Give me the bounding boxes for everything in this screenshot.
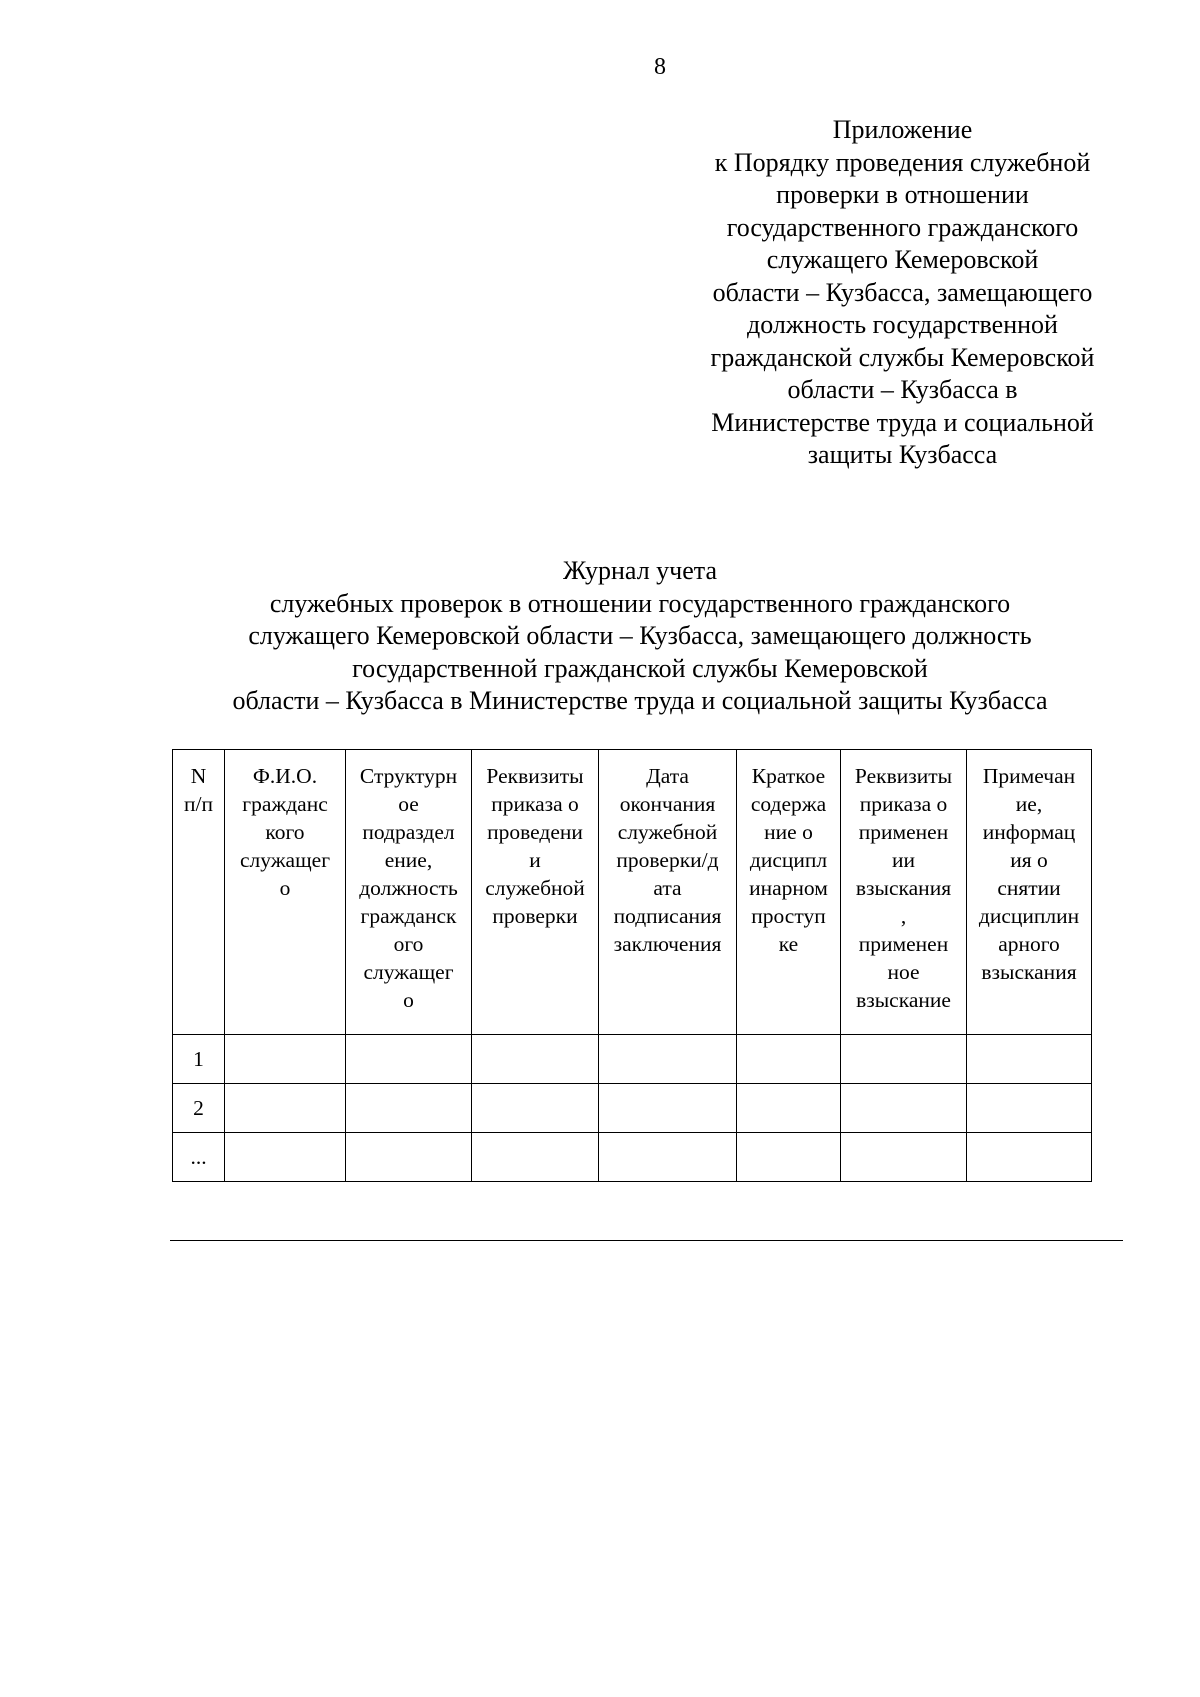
column-header-line: п/п	[184, 792, 213, 816]
column-header-line: гражданс	[242, 792, 328, 816]
table-cell	[737, 1133, 841, 1182]
table-cell	[346, 1133, 472, 1182]
table-cell	[967, 1133, 1092, 1182]
column-header-line: проверки/д	[616, 848, 719, 872]
journal-title-line: служебных проверок в отношении государственного гражданского	[269, 588, 1011, 618]
column-header-line: ата	[653, 876, 682, 900]
appendix-line: должность государственной	[747, 310, 1058, 339]
column-header-line: ого	[393, 932, 424, 956]
column-header-line: Реквизиты	[854, 764, 953, 788]
appendix-line: Министерстве труда и социальной	[711, 407, 1094, 437]
column-header-line: ение,	[384, 848, 433, 872]
table-cell	[599, 1035, 737, 1084]
column-header-line: инарном	[749, 876, 828, 900]
horizontal-divider	[170, 1240, 1123, 1241]
column-header	[225, 750, 346, 1035]
column-header	[841, 750, 967, 1035]
column-header-line: снятии	[997, 876, 1061, 900]
appendix-line: Приложение	[832, 115, 973, 144]
column-header-line: ое	[398, 792, 419, 816]
table-cell	[346, 1035, 472, 1084]
column-header-line: взыскания	[981, 960, 1077, 984]
table-cell	[346, 1084, 472, 1133]
column-header-line: Дата	[646, 764, 689, 788]
journal-title-line: Журнал учета	[562, 556, 718, 585]
column-header-line: ке	[778, 932, 799, 956]
column-header-line: ,	[900, 904, 907, 928]
column-header-line: взыскания	[855, 876, 952, 900]
column-header-line: служебной	[617, 820, 718, 844]
table-cell	[225, 1035, 346, 1084]
journal-title-line: служащего Кемеровской области – Кузбасса, замещающего должность	[248, 621, 1032, 650]
column-header-line: приказа о	[859, 792, 948, 816]
column-header-line: проверки	[492, 904, 578, 928]
table-row	[173, 1084, 1092, 1133]
column-header-line: приказа о	[491, 792, 579, 816]
column-header-line: арного	[998, 932, 1060, 956]
row-number-cell: 2	[173, 1084, 225, 1133]
column-header-line: служебной	[485, 876, 585, 900]
column-header-line: гражданск	[360, 904, 457, 928]
column-header-line: ное	[887, 960, 920, 984]
table-cell	[737, 1084, 841, 1133]
column-header-line: окончания	[619, 792, 716, 816]
table-cell	[472, 1133, 599, 1182]
column-header-line: Примечан	[982, 764, 1076, 788]
column-header-line: проступ	[751, 904, 826, 928]
header-row	[173, 750, 1092, 1035]
row-number-cell: ...	[173, 1133, 225, 1182]
table-cell	[225, 1133, 346, 1182]
column-header-line: кого	[265, 820, 305, 844]
column-header	[599, 750, 737, 1035]
column-header-line: N	[190, 764, 207, 788]
column-header-line: заключения	[613, 932, 722, 956]
table-cell	[737, 1035, 841, 1084]
appendix-line: проверки в отношении	[776, 180, 1029, 209]
table-cell	[841, 1084, 967, 1133]
appendix-header	[680, 114, 1125, 472]
column-header-line: о	[279, 876, 291, 900]
appendix-line: защиты Кузбасса	[807, 440, 998, 469]
column-header-line: служащег	[239, 848, 331, 872]
column-header-line: ние о	[764, 820, 813, 844]
page-number-text: 8	[654, 54, 666, 80]
journal-table	[172, 749, 1092, 1182]
journal-title-line: области – Кузбасса в Министерстве труда и социальной защиты Кузбасса	[232, 686, 1048, 715]
table-cell	[841, 1035, 967, 1084]
column-header-line: применен	[858, 820, 949, 844]
table-cell	[967, 1035, 1092, 1084]
appendix-line: области – Кузбасса, замещающего	[712, 277, 1093, 307]
appendix-line: служащего Кемеровской	[766, 245, 1039, 274]
column-header	[173, 750, 225, 1035]
column-header-line: применен	[858, 932, 949, 956]
column-header-line: подписания	[613, 904, 722, 928]
column-header-line: информац	[982, 820, 1076, 844]
column-header-line: ия о	[1010, 848, 1048, 872]
table-cell	[599, 1133, 737, 1182]
journal-title-line: государственной гражданской службы Кемеровской	[352, 653, 928, 683]
appendix-line: государственного гражданского	[726, 212, 1079, 242]
column-header-line: проведени	[487, 820, 583, 844]
column-header	[346, 750, 472, 1035]
column-header-line: о	[403, 988, 414, 1012]
column-header-line: ие,	[1015, 792, 1043, 816]
column-header-line: Реквизиты	[486, 764, 584, 788]
column-header-line: должность	[359, 876, 458, 900]
table-cell	[225, 1084, 346, 1133]
table-cell	[472, 1035, 599, 1084]
column-header	[472, 750, 599, 1035]
column-header-line: служащег	[363, 960, 454, 984]
column-header-line: и	[529, 848, 541, 872]
appendix-line: области – Кузбасса в	[787, 375, 1018, 404]
row-number-cell: 1	[173, 1035, 225, 1084]
column-header	[967, 750, 1092, 1035]
table-cell	[967, 1084, 1092, 1133]
table-row	[173, 1133, 1092, 1182]
table-cell	[841, 1133, 967, 1182]
column-header-line: содержа	[750, 792, 827, 816]
column-header-line: дисциплин	[978, 904, 1080, 928]
column-header-line: подраздел	[362, 820, 455, 844]
table-row	[173, 1035, 1092, 1084]
column-header-line: Ф.И.О.	[252, 764, 318, 788]
table-cell	[472, 1084, 599, 1133]
column-header-line: Краткое	[751, 764, 826, 788]
column-header-line: ии	[891, 848, 915, 872]
column-header-line: Структурн	[359, 764, 458, 788]
column-header-line: дисципл	[749, 848, 828, 872]
table-body	[173, 1035, 1092, 1182]
table-cell	[599, 1084, 737, 1133]
appendix-line: к Порядку проведения служебной	[714, 147, 1091, 177]
column-header-line: взыскание	[856, 988, 951, 1012]
column-header	[737, 750, 841, 1035]
journal-title	[130, 555, 1150, 718]
appendix-line: гражданской службы Кемеровской	[710, 342, 1095, 372]
